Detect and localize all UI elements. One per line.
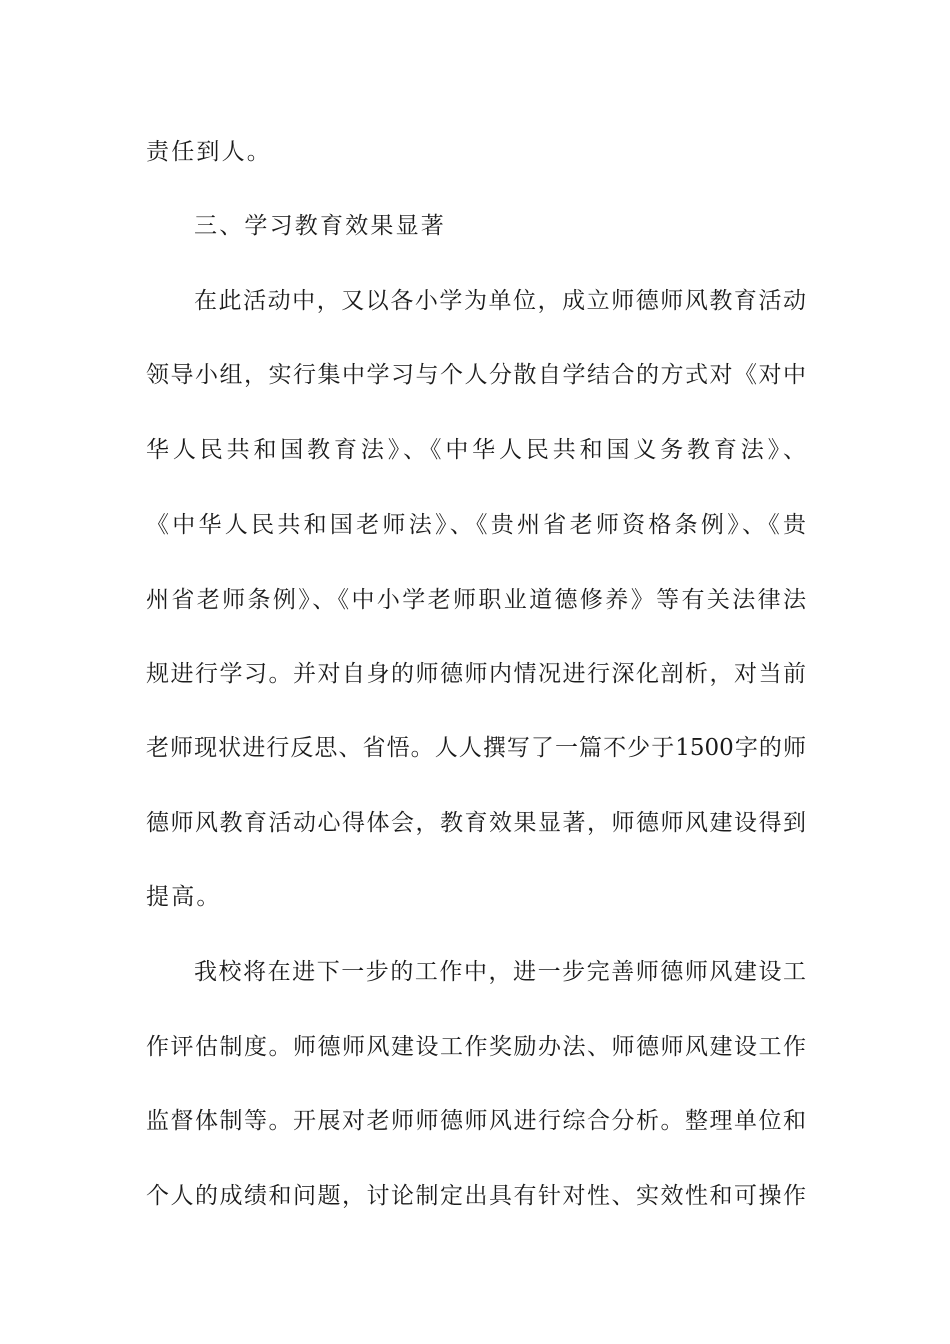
text-line: 老师现状进行反思、省悟。人人撰写了一篇不少于1500字的师 xyxy=(146,735,806,761)
text-line: 作评估制度。师德师风建设工作奖励办法、师德师风建设工作 xyxy=(146,1034,806,1060)
text-line: 领导小组，实行集中学习与个人分散自学结合的方式对《对中 xyxy=(146,362,806,388)
text-line: 规进行学习。并对自身的师德师内情况进行深化剖析，对当前 xyxy=(146,661,806,687)
text-line: 我校将在进下一步的工作中，进一步完善师德师风建设工 xyxy=(194,959,806,985)
text-line: 《中华人民共和国老师法》、《贵州省老师资格条例》、《贵 xyxy=(146,512,806,538)
text-line: 州省老师条例》、《中小学老师职业道德修养》等有关法律法 xyxy=(146,587,806,613)
text-line: 提高。 xyxy=(146,884,222,910)
text-line: 在此活动中，又以各小学为单位，成立师德师风教育活动 xyxy=(194,288,806,314)
text-line: 华人民共和国教育法》、《中华人民共和国义务教育法》、 xyxy=(146,437,806,463)
text-line: 个人的成绩和问题，讨论制定出具有针对性、实效性和可操作 xyxy=(146,1183,806,1209)
text-line: 责任到人。 xyxy=(146,139,272,165)
text-line: 监督体制等。开展对老师师德师风进行综合分析。整理单位和 xyxy=(146,1108,806,1134)
section-heading: 三、学习教育效果显著 xyxy=(194,213,446,239)
text-line: 德师风教育活动心得体会，教育效果显著，师德师风建设得到 xyxy=(146,810,806,836)
